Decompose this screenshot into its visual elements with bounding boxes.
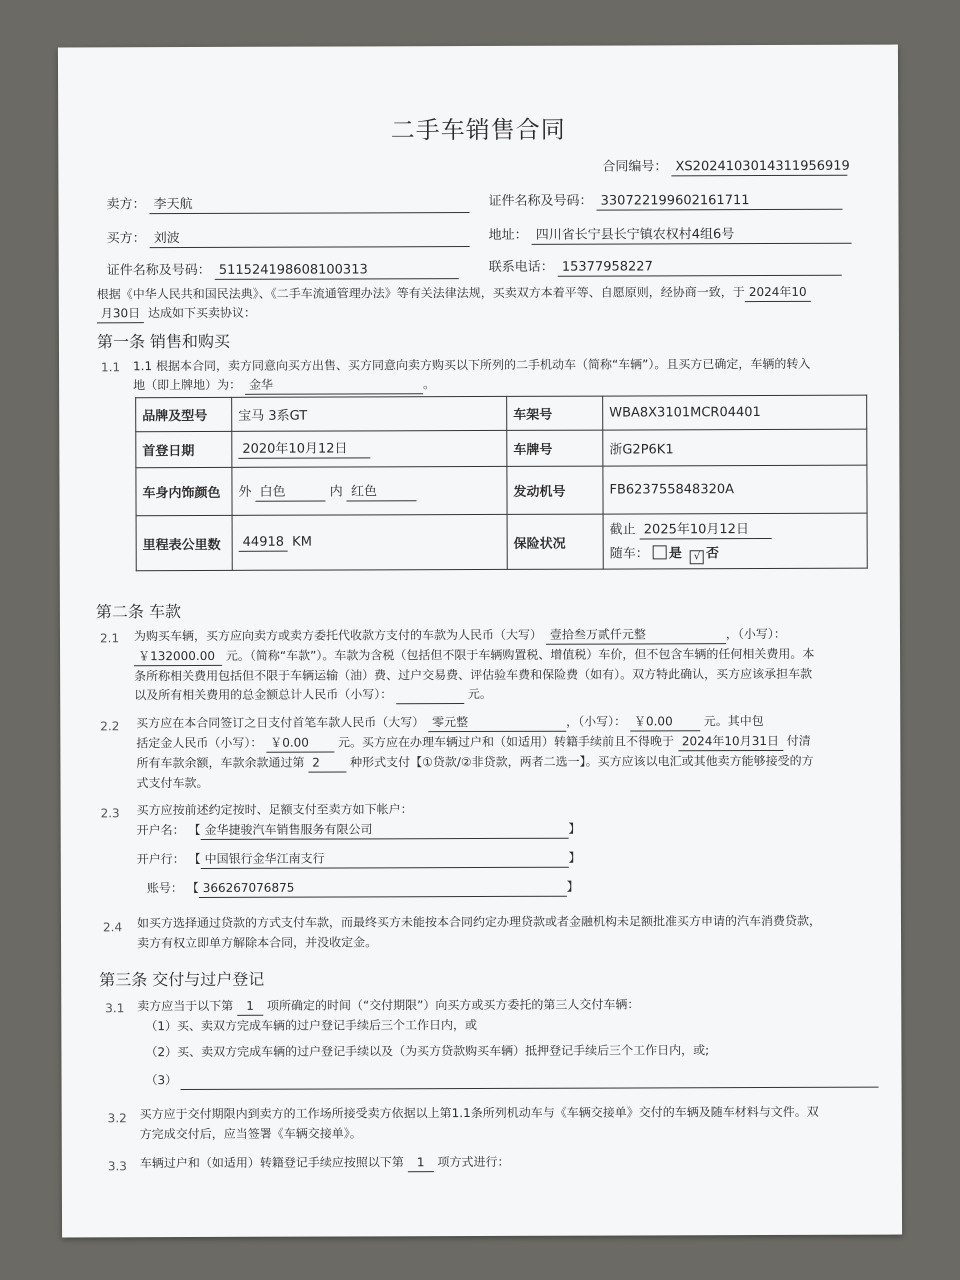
clause-2-2-line2: 括定金人民币（小写）： ￥0.00 元。买方应在办理车辆过户和（如适用）转籍手续前且不得晚于 2024年10月31日 付清 bbox=[136, 732, 811, 753]
bank-name: 中国银行金华江南支行 bbox=[201, 850, 569, 869]
article-2-heading: 第二条 车款 bbox=[95, 602, 182, 622]
clause-2-4-line1: 如买方选择通过贷款的方式支付车款，而最终买方未能按本合同约定办理贷款或者金融机构未足额批准买方申请的汽车消费贷款， bbox=[136, 913, 822, 931]
with-car-no-checkbox[interactable]: √ bbox=[690, 550, 704, 564]
total-amount bbox=[396, 686, 464, 704]
mileage-value: 44918 bbox=[239, 534, 288, 552]
exterior-color: 白色 bbox=[256, 484, 326, 502]
seller-id: 330722199602161711 bbox=[597, 192, 843, 211]
delivery-item: 1 bbox=[237, 998, 263, 1016]
clause-2-3: 买方应按前述约定按时、足额支付至卖方如下帐户： bbox=[136, 802, 413, 818]
reg-date-cell bbox=[232, 430, 507, 467]
mileage-label: 里程表公里数 bbox=[136, 515, 232, 570]
down-payment-lower: ￥0.00 bbox=[630, 713, 700, 731]
article-3-heading: 第三条 交付与过户登记 bbox=[99, 969, 265, 990]
clause-3-3: 车辆过户和（如适用）转籍登记手续应按照以下第 1 项方式进行： bbox=[140, 1153, 510, 1173]
registration-place: 金华 bbox=[245, 376, 423, 395]
contract-date: 2024年10 bbox=[745, 284, 811, 302]
contract-title: 二手车销售合同 bbox=[390, 115, 566, 145]
buyer-name: 刘波 bbox=[150, 229, 470, 248]
buyer-phone-row: 联系电话： 15377958227 bbox=[489, 255, 842, 277]
plate-value: 浙G2P6K1 bbox=[603, 429, 867, 466]
vin-value: WBA8X3101MCR04401 bbox=[603, 395, 867, 430]
transfer-item: 1 bbox=[408, 1154, 434, 1172]
buyer-address-row: 地址： 四川省长宁县长宁镇农权村4组6号 bbox=[489, 223, 852, 245]
clause-2-4-line2: 卖方有权立即单方解除本合同，并没收定金。 bbox=[137, 935, 378, 951]
option-1: （1）买、卖双方完成车辆的过户登记手续后三个工作日内，或 bbox=[145, 1018, 478, 1034]
price-lower: ￥132000.00 bbox=[134, 648, 222, 666]
article-1-heading: 第一条 销售和购买 bbox=[96, 331, 231, 352]
clause-3-2-line2: 方完成交付后，应当签署《车辆交接单》。 bbox=[139, 1126, 362, 1142]
clause-3-1: 卖方应当于以下第 1 项所确定的时间（“交付期限”）向买方或买方委托的第三人交付车辆： bbox=[137, 995, 639, 1016]
account-number-row: 账号： 【 366267076875 】 bbox=[147, 878, 579, 899]
payment-way: 2 bbox=[308, 754, 346, 772]
option-2: （2）买、卖双方完成车辆的过户登记手续以及（为买方贷款购买车辆）抵押登记手续后三个工作日内，或; bbox=[145, 1043, 710, 1060]
down-payment-upper: 零元整 bbox=[428, 714, 566, 732]
contract-number-value: XS2024103014311956919 bbox=[671, 158, 847, 177]
clause-1-1-line2: 地（即上牌地）为： 金华 。 bbox=[133, 375, 435, 395]
buyer-id-row: 证件名称及号码： 511524198608100313 bbox=[107, 258, 459, 280]
vin-label: 车架号 bbox=[507, 396, 603, 430]
reg-date-label: 首登日期 bbox=[136, 431, 232, 467]
seller-name: 李天航 bbox=[150, 195, 470, 214]
option-3-blank bbox=[181, 1070, 879, 1090]
clause-3-2-line1: 买方应于交付期限内到卖方的工作场所接受卖方依据以上第1.1条所列机动车与《车辆交接单》交付的车辆及随车材料与文件。双 bbox=[139, 1104, 819, 1122]
plate-label: 车牌号 bbox=[507, 430, 603, 466]
insurance-label: 保险状况 bbox=[507, 514, 603, 569]
price-upper: 壹拾叁万贰仟元整 bbox=[546, 626, 726, 645]
insurance-until: 2025年10月12日 bbox=[640, 521, 772, 539]
contract-number: 合同编号： XS2024103014311956919 bbox=[602, 158, 850, 175]
clause-2-2-line4: 式支付车款。 bbox=[136, 775, 209, 791]
clause-2-1-line4: 以及所有相关费用的总金额总计人民币（小写）： 元。 bbox=[134, 685, 492, 705]
brand-value: 宝马 3系GT bbox=[232, 396, 507, 431]
reg-date-value: 2020年10月12日 bbox=[238, 440, 370, 458]
with-car-yes-checkbox[interactable] bbox=[653, 545, 667, 559]
intro-line1: 根据《中华人民共和国民法典》、《二手车流通管理办法》等有关法律法规，买卖双方本着平等、自愿原则，经协商一致，于 2024年10 bbox=[97, 283, 811, 304]
mileage-cell: 44918 KM bbox=[232, 514, 507, 570]
final-payment-date: 2024年10月31日 bbox=[678, 733, 783, 751]
buyer-id: 511524198608100313 bbox=[215, 261, 459, 280]
color-label: 车身内饰颜色 bbox=[136, 467, 232, 515]
clause-2-1-line3: 条所称相关费用包括但不限于车辆运输（油）费、过户交易费、评估验车费和保险费（如有）。双方特此确认，买方应该承担车款 bbox=[134, 666, 813, 684]
clause-1-1: 1.1 根据本合同，卖方同意向买方出售、买方同意向卖方购买以下所列的二手机动车（简称“车辆”）。且买方已确定，车辆的转入 bbox=[133, 356, 811, 374]
vehicle-table bbox=[135, 395, 868, 572]
seller-id-row: 证件名称及号码： 330722199602161711 bbox=[488, 189, 842, 211]
account-name-row: 开户名： 【 金华捷骏汽车销售服务有限公司 】 bbox=[137, 820, 581, 841]
intro-line2: 月30日 达成如下买卖协议： bbox=[97, 304, 256, 324]
account-name: 金华捷骏汽车销售服务有限公司 bbox=[200, 821, 568, 840]
clause-2-1-line2: ￥132000.00 元。（简称“车款”）。车款为含税（包括但不限于车辆购置税、增值税）车价，但不包含车辆的任何相关费用。本 bbox=[134, 645, 814, 666]
clause-2-2-line1: 买方应在本合同签订之日支付首笔车款人民币（大写） 零元整 ，（小写）： ￥0.00 元。其中包 bbox=[136, 714, 764, 731]
buyer-row: 买方： 刘波 bbox=[107, 226, 470, 248]
interior-color: 红色 bbox=[347, 483, 417, 501]
deposit-amount: ￥0.00 bbox=[266, 735, 334, 753]
brand-label: 品牌及型号 bbox=[136, 397, 232, 431]
buyer-phone: 15377958227 bbox=[558, 258, 842, 277]
account-number: 366267076875 bbox=[199, 879, 567, 898]
engine-value: FB623755848320A bbox=[603, 465, 867, 514]
color-cell: 外 白色 内 红色 bbox=[232, 466, 507, 515]
seller-row: 卖方： 李天航 bbox=[106, 192, 469, 214]
engine-label: 发动机号 bbox=[507, 466, 603, 514]
option-3: （3） bbox=[145, 1069, 879, 1091]
clause-2-1-line1: 为购买车辆，买方应向卖方或卖方委托代收款方支付的车款为人民币（大写） 壹拾叁万贰仟元整 ，（小写）： bbox=[133, 626, 786, 644]
buyer-address: 四川省长宁县长宁镇农权村4组6号 bbox=[532, 226, 852, 245]
insurance-cell: 截止 2025年10月12日 随车： 是 √ 否 bbox=[603, 513, 867, 569]
contract-page: 二手车销售合同 合同编号： XS2024103014311956919 卖方： 李天航 证件名称及号码： 330722199602161711 买方： 刘波 地址： 四川省长宁县长宁镇农权村4组6号 证件名称及号码： 511524198608100313 联系电话： 15377958227 根据《中华人民共和国民法典》、《二手车流通管理办法》等有关法律法规，买卖双方本着平等、自愿原则，经协商一致，于 2024年10 月30日 达成如下买卖协议： 第一条 销售和购买 1.1 1.1 根据本合同，卖方同意向买方出售、买方同意向卖方购买以下所列的二手机动车（简称“车辆”）。且买方已确定，车辆的转入 地（即上牌地）为： 金华 。 品牌及型号 宝马 3系GT 车架号 WBA8X3101MCR04401 首登日期 2020年10月12日 车牌号 浙G2P6K1 车身内饰颜色 外 白色 内 红色 发动机号 FB623755848320A 里程表公里数 44918 KM 保险状况 截止 2025年10月12日 随车： 是 √ 否 第二条 车款 2.1 为购买车辆，买方应向卖方或卖方委托代收款方支付的车款为人民币（大写） 壹拾叁万贰仟元整 ，（小写）： ￥132000.00 元。（简称“车款”）。车款为含税（包括但不限于车辆购置税、增值税）车价，但不包含车辆的任何相关费用。本 条所称相关费用包括但不限于车辆运输（油）费、过户交易费、评估验车费和保险费（如有）。双方特此确认，买方应该承担车款 以及所有相关费用的总金额总计人民币（小写）： 元。 2.2 买方应在本合同签订之日支付首笔车款人民币（大写） 零元整 ，（小写）： ￥0.00 元。其中包 括定金人民币（小写）： ￥0.00 元。买方应在办理车辆过户和（如适用）转籍手续前且不得晚于 2024年10月31日 付清 所有车款余额，车款余款通过第 2 种形式支付【①贷款/②非贷款，两者二选一】。买方应该以电汇或其他卖方能够接受的方 式支付车款。 2.3 买方应按前述约定按时、足额支付至卖方如下帐户： 开户名： 【 金华捷骏汽车销售服务有限公司 】 开户行： 【 中国银行金华江南支行 】 账号： 【 366267076875 】 2.4 如买方选择通过贷款的方式支付车款，而最终买方未能按本合同约定办理贷款或者金融机构未足额批准买方申请的汽车消费贷款， 卖方有权立即单方解除本合同，并没收定金。 第三条 交付与过户登记 3.1 卖方应当于以下第 1 项所确定的时间（“交付期限”）向买方或买方委托的第三人交付车辆： （1）买、卖双方完成车辆的过户登记手续后三个工作日内，或 （2）买、卖双方完成车辆的过户登记手续以及（为买方贷款购买车辆）抵押登记手续后三个工作日内，或; （3） 3.2 买方应于交付期限内到卖方的工作场所接受卖方依据以上第1.1条所列机动车与《车辆交接单》交付的车辆及随车材料与文件。双 方完成交付后，应当签署《车辆交接单》。 3.3 车辆过户和（如适用）转籍登记手续应按照以下第 1 项方式进行： bbox=[58, 45, 902, 1238]
bank-row: 开户行： 【 中国银行金华江南支行 】 bbox=[137, 849, 581, 870]
clause-2-2-line3: 所有车款余额，车款余款通过第 2 种形式支付【①贷款/②非贷款，两者二选一】。买方应该以电汇或其他卖方能够接受的方 bbox=[136, 752, 813, 773]
